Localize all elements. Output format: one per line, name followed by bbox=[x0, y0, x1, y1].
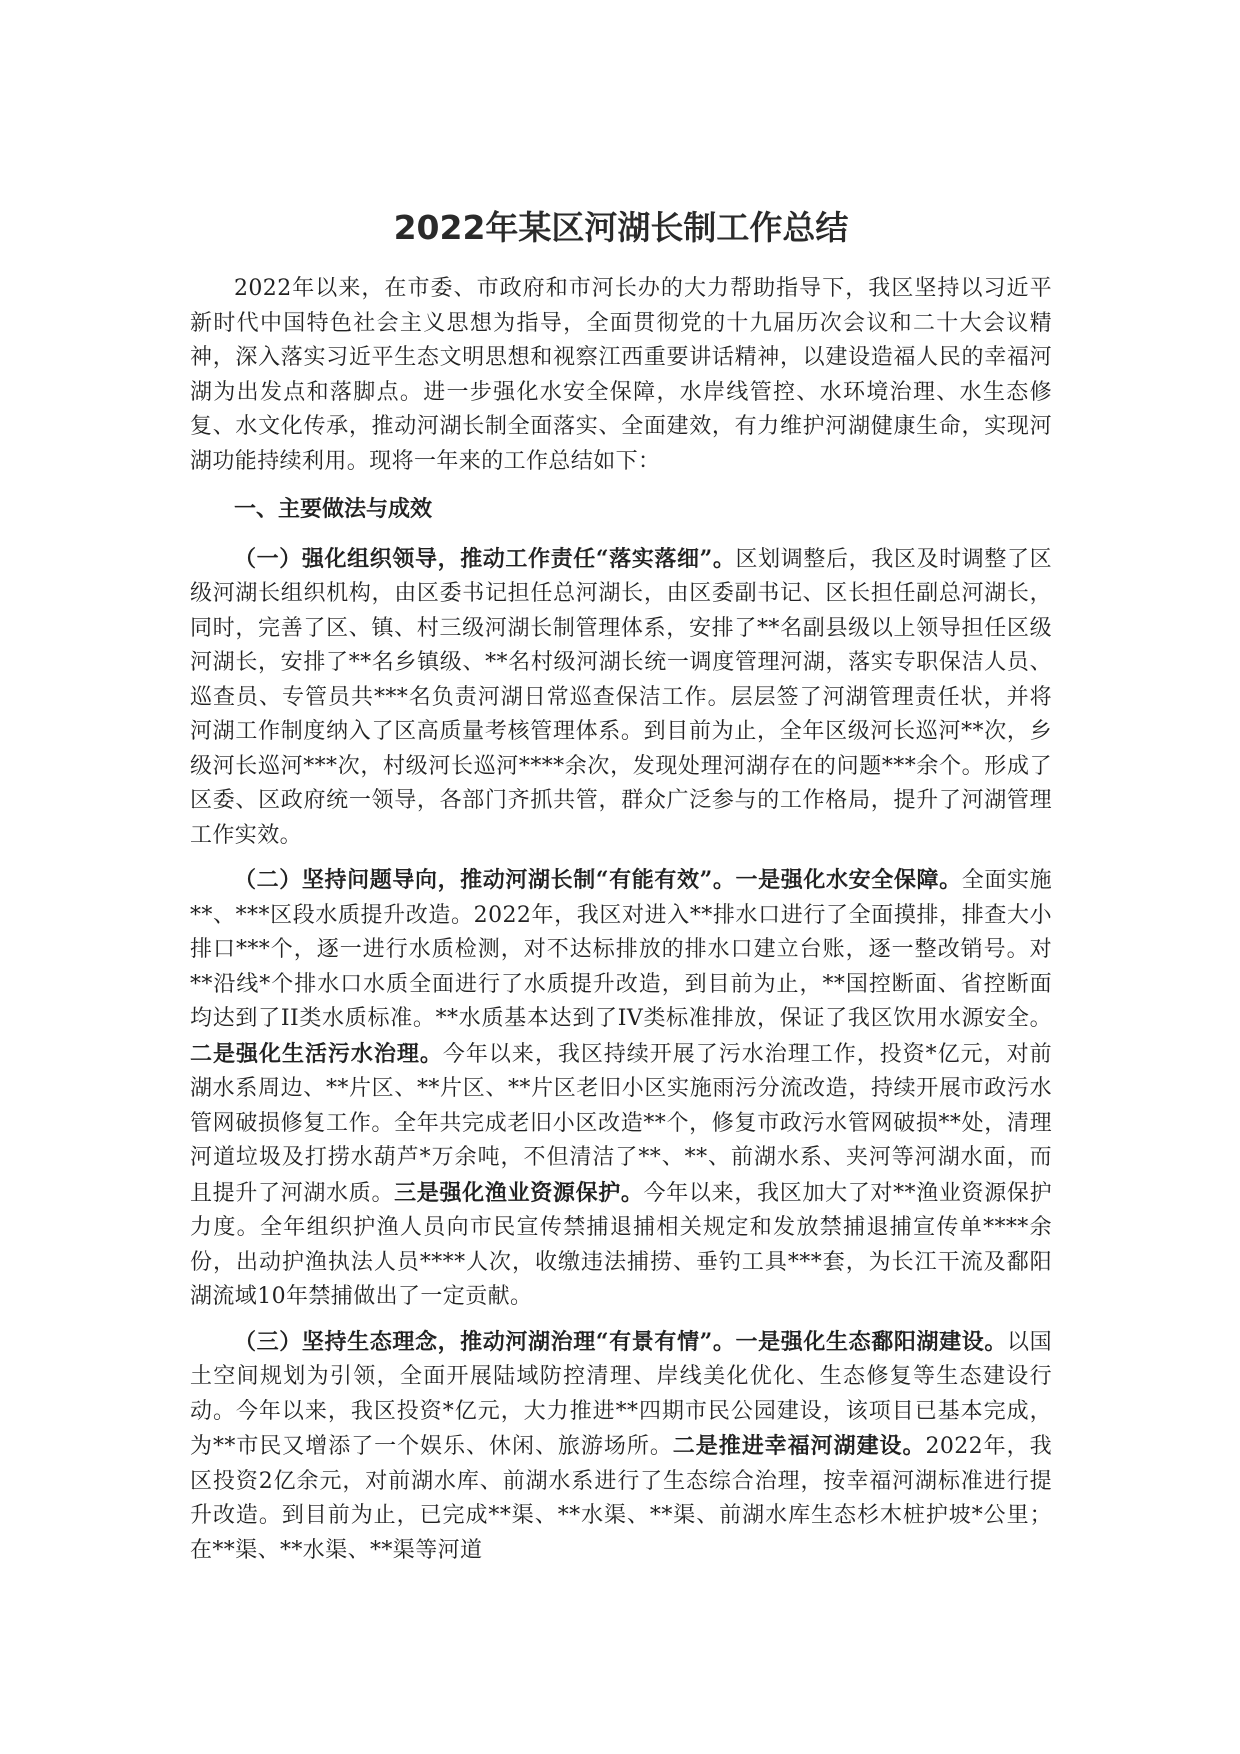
subpoint-body: 今年以来，我区持续开展了污水治理工作，投资*亿元，对前湖水系周边、**片区、**片区、**片区老旧小区实施雨污分流改造，持续开展市政污水管网破损修复工作。全年共完成老旧小区改造**个，修复市政污水管网破损**处，清理河道垃圾及打捞水葫芦*万余吨，不但清洁了**、**、前湖水系、夹河等河湖水面，而且提升了河湖水质。 bbox=[190, 1041, 1052, 1206]
subpoint-title: 二是强化生活污水治理。 bbox=[190, 1040, 443, 1067]
paragraph-ecology bbox=[190, 1325, 1052, 1569]
section-heading: 一、主要做法与成效 bbox=[234, 497, 433, 522]
subpoint-title: 一是强化生态鄱阳湖建设。 bbox=[735, 1328, 1007, 1355]
subpoint-body: 2022年，我区投资2亿余元，对前湖水库、前湖水系进行了生态综合治理，按幸福河湖标准进行提升改造。到目前为止，已完成**渠、**水渠、**渠、前湖水库生态杉木桩护坡*公里；在**渠、**水渠、**渠等河道 bbox=[190, 1434, 1052, 1563]
paragraph-lead: （二）坚持问题导向，推动河湖长制“有能有效”。 bbox=[234, 867, 736, 893]
subpoint-title: 三是强化渔业资源保护。 bbox=[394, 1179, 644, 1206]
paragraph-organization bbox=[190, 542, 1052, 854]
subpoint-title: 二是推进幸福河湖建设。 bbox=[672, 1433, 926, 1459]
subpoint-body: 以国土空间规划为引领，全面开展陆域防控清理、岸线美化优化、生态修复等生态建设行动。今年以来，我区投资*亿元，大力推进**四期市民公园建设，该项目已基本完成，为**市民又增添了一个娱乐、休闲、旅游场所。 bbox=[190, 1329, 1052, 1459]
paragraph-body: 区划调整后，我区及时调整了区级河湖长组织机构，由区委书记担任总河湖长，由区委副书记、区长担任副总河湖长，同时，完善了区、镇、村三级河湖长制管理体系，安排了**名副县级以上领导担任区级河湖长，安排了**名乡镇级、**名村级河湖长统一调度管理河湖，落实专职保洁人员、巡查员、专管员共***名负责河湖日常巡查保洁工作。层层签了河湖管理责任状，并将河湖工作制度纳入了区高质量考核管理体系。到目前为止，全年区级河长巡河**次，乡级河长巡河***次，村级河长巡河****余次，发现处理河湖存在的问题***余个。形成了区委、区政府统一领导，各部门齐抓共管，群众广泛参与的工作格局，提升了河湖管理工作实效。 bbox=[190, 546, 1052, 848]
paragraph-lead: （一）强化组织领导，推动工作责任“落实落细”。 bbox=[234, 545, 736, 572]
document-title: 2022年某区河湖长制工作总结 bbox=[393, 208, 849, 247]
subpoint-title: 一是强化水安全保障。 bbox=[735, 867, 962, 893]
paragraph-problem-oriented bbox=[190, 863, 1052, 1315]
subpoint-body: 今年以来，我区加大了对**渔业资源保护力度。全年组织护渔人员向市民宣传禁捕退捕相关规定和发放禁捕退捕宣传单****余份，出动护渔执法人员****人次，收缴违法捕捞、垂钓工具***套，为长江干流及鄱阳湖流域10年禁捕做出了一定贡献。 bbox=[190, 1180, 1052, 1309]
subpoint-body: 全面实施**、***区段水质提升改造。2022年，我区对进入**排水口进行了全面摸排，排查大小排口***个，逐一进行水质检测，对不达标排放的排水口建立台账，逐一整改销号。对**沿线*个排水口水质全面进行了水质提升改造，到目前为止，**国控断面、省控断面均达到了II类水质标准。**水质基本达到了IV类标准排放，保证了我区饮用水源安全。 bbox=[190, 868, 1052, 1031]
intro-paragraph: 2022年以来，在市委、市政府和市河长办的大力帮助指导下，我区坚持以习近平新时代中国特色社会主义思想为指导，全面贯彻党的十九届历次会议和二十大会议精神，深入落实习近平生态文明思想和视察江西重要讲话精神，以建设造福人民的幸福河湖为出发点和落脚点。进一步强化水安全保障，水岸线管控、水环境治理、水生态修复、水文化传承，推动河湖长制全面落实、全面建效，有力维护河湖健康生命，实现河湖功能持续利用。现将一年来的工作总结如下： bbox=[190, 276, 1052, 474]
paragraph-lead: （三）坚持生态理念，推动河湖治理“有景有情”。 bbox=[234, 1328, 736, 1355]
